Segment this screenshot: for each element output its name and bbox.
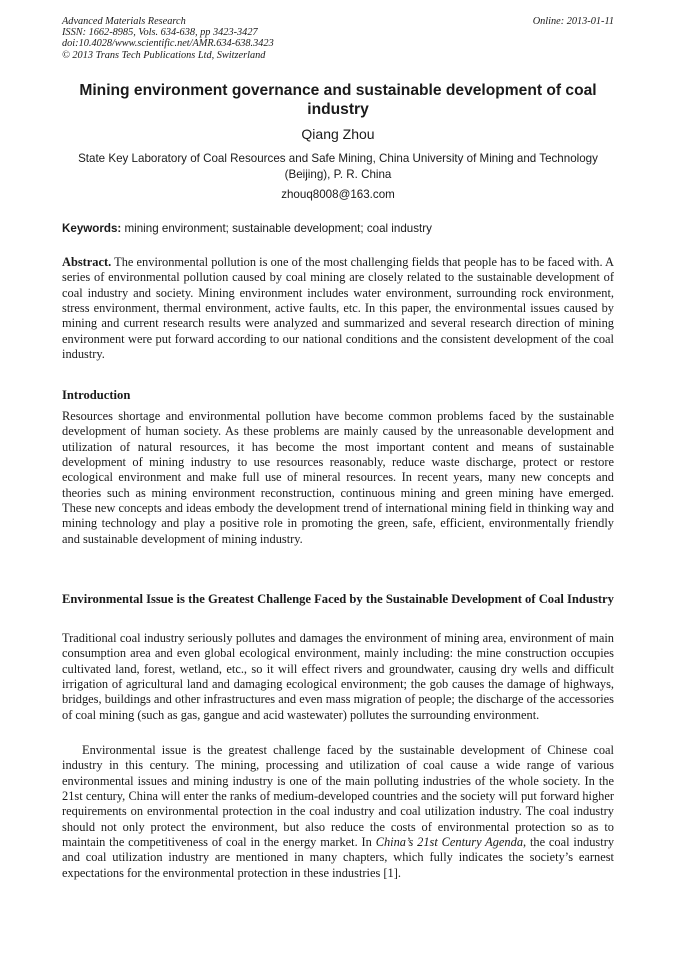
online-date: Online: 2013-01-11 (532, 16, 614, 27)
issn-line: ISSN: 1662-8985, Vols. 634-638, pp 3423-3427 (62, 27, 258, 39)
doi-line: doi:10.4028/www.scientific.net/AMR.634-638.3423 (62, 38, 274, 50)
keywords-label: Keywords: (62, 222, 122, 235)
paragraph-2-end: , the coal industry and coal utilization industry are mentioned in many chapters, which fully indicates the society’s earnest expectations for the environmental protection in these industries [1]. (62, 835, 615, 880)
introduction-paragraph: Resources shortage and environmental pollution have become common problems faced by the sustainable development of human society. As these problems are mainly caused by the unreasonable development and utilization of natural resources, it has become the most important content and means of sustainable development of mining industry to use resources reasonably, reduce waste discharge, protect or restore ecological environment and make full use of mineral resources. In recent years, many new concepts and theories such as mining environment reconstruction, continuous mining and green mining have emerged. These new concepts and ideas embody the development trend of international mining field in thinking way and mining technology and play a positive role in promoting the green, safe, efficient, environmentally friendly and sustainable development of mining industry. (62, 409, 614, 546)
keywords (62, 221, 614, 236)
introduction-heading: Introduction (62, 388, 131, 402)
author-email: zhouq8008@163.com (281, 188, 395, 201)
abstract (62, 255, 614, 362)
author-affiliation: State Key Laboratory of Coal Resources and Safe Mining, China University of Mining and Technology (Beijing), P. R. China (78, 152, 598, 181)
section-heading: Environmental Issue is the Greatest Challenge Faced by the Sustainable Development of Coal Industry (62, 592, 614, 606)
section-paragraph-2 (62, 743, 614, 881)
section-paragraph-1: Traditional coal industry seriously pollutes and damages the environment of mining area, environment of main consumption area and even global ecological environment, mainly including: the mine construction occupies cultivated land, forest, wetland, etc., so it will effect rivers and groundwater, causing dry wells and difficult irrigation of agricultural land and damaging ecological environment; the gob causes the damage of highways, bridges, buildings and other infrastructures and even mass migration of people; the discharge of the accessories of coal mining (such as gas, gangue and acid wastewater) pollutes the surrounding environment. (62, 631, 614, 722)
paragraph-2-start: Environmental issue is the greatest challenge faced by the sustainable development of Chinese coal industry in this century. The mining, processing and utilization of coal cause a wide range of various environmental issues and mining industry is one of the main polluting industries of the whole society. In the 21st century, China will enter the ranks of medium-developed countries and the society will put forward higher requirements on environmental protection in the coal industry and coal utilization industry. The coal industry should not only protect the environment, but also reduce the costs of environmental protection so as to maintain the competitiveness of coal in the energy market. In (62, 743, 614, 850)
abstract-label: Abstract. (62, 255, 112, 269)
journal-name: Advanced Materials Research (62, 16, 186, 27)
journal-header (62, 16, 614, 61)
paper-title: Mining environment governance and sustainable development of coal industry (79, 82, 597, 118)
keywords-text: mining environment; sustainable development; coal industry (121, 222, 432, 235)
copyright-line: © 2013 Trans Tech Publications Ltd, Switzerland (62, 49, 266, 61)
abstract-text: The environmental pollution is one of the most challenging fields that people has to be faced with. A series of environmental pollution caused by coal mining are closely related to the sustainable development of coal industry and society. Mining environment includes water environment, surrounding rock environment, stress environment, thermal environment, active faults, etc. In this paper, the environmental issues caused by mining and current research results were analyzed and summarized and several research direction of mining environment were put forward according to our national conditions and the consistent development of the coal industry. (62, 255, 614, 362)
agenda-title: China’s 21st Century Agenda (375, 835, 524, 850)
author-name: Qiang Zhou (301, 126, 375, 142)
